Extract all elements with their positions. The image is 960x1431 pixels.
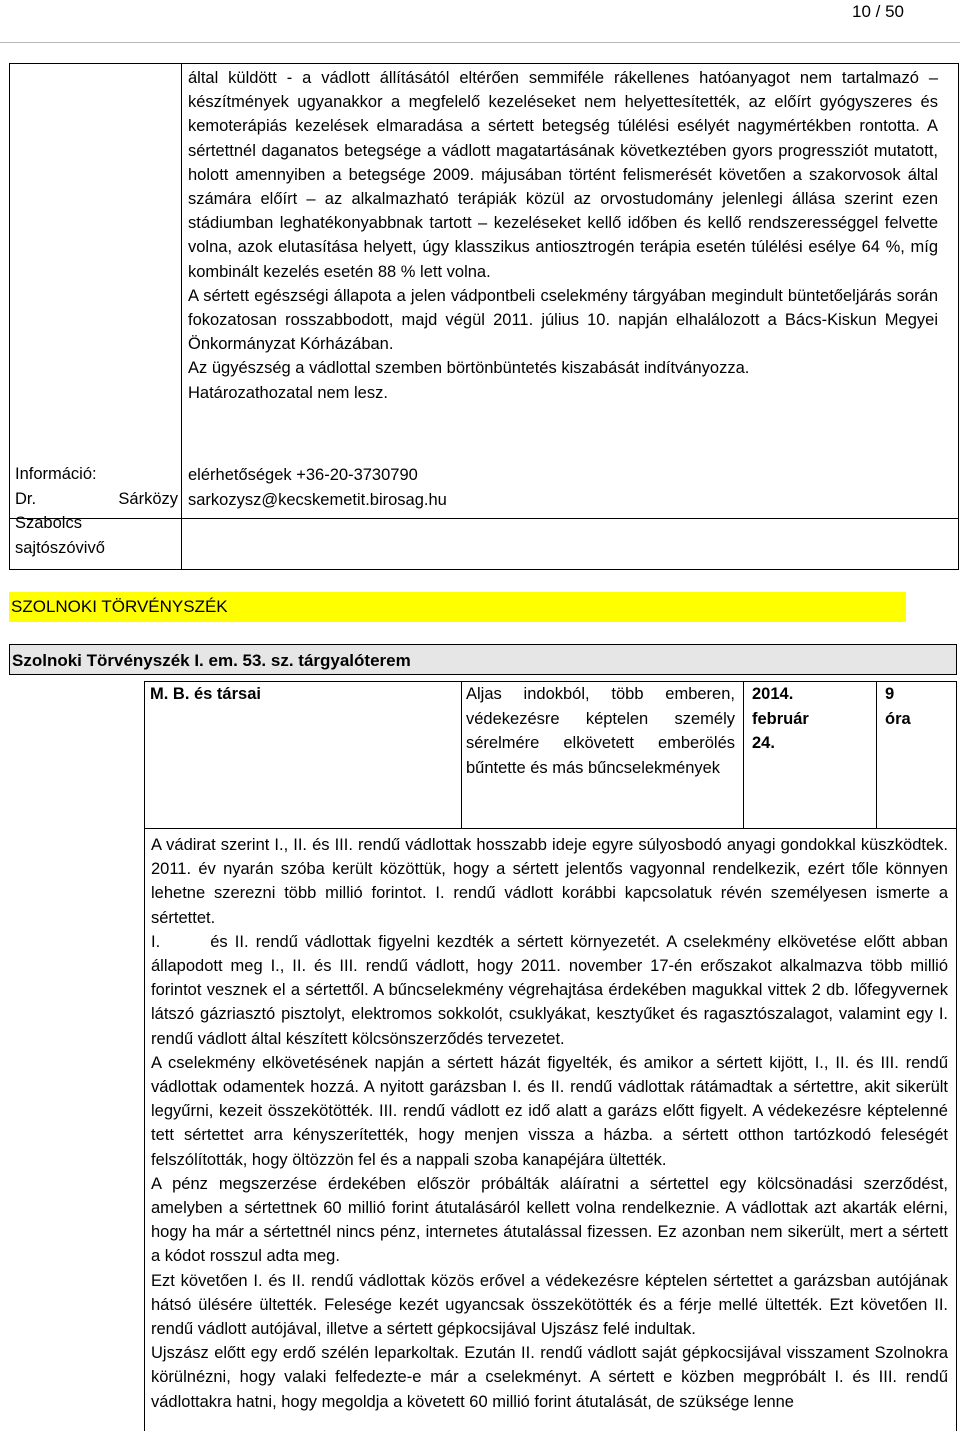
description-paragraph: A cselekmény elkövetésének napján a sértett házát figyelték, és amikor a sértett kijött, I., II. és III. rendű vádlottak odamentek hozzá. A nyitott garázsban I. és II. rendű vádlottak rátámadtak a sértettre, akit sikerült legyűrni, kezeit összekötötték. III. rendű vádlott ez idő alatt a garázs előtt figyelt. A védekezésre képtelenné tett sértettet arra kényszerítették, hogy menjen vissza a házba. a sértett otthon tartózkodó feleségét felszólították, hogy öltözzön fel és a nappali szoba kanapéjára ültették. xyxy=(151,1053,948,1169)
summary-paragraph: Az ügyészség a vádlottal szemben börtönbüntetés kiszabását indítványozza. xyxy=(188,359,750,378)
officer-title: Dr. xyxy=(15,489,37,508)
case-date xyxy=(752,682,847,756)
case-column-divider xyxy=(876,682,877,828)
page-number: 10 / 50 xyxy=(852,2,904,21)
case-column-divider xyxy=(743,682,744,828)
header-divider xyxy=(0,42,960,43)
court-banner xyxy=(9,592,906,622)
officer-name-line xyxy=(15,487,178,512)
officer-surname: Sárközy xyxy=(118,489,178,508)
officer-given-name: Szabolcs xyxy=(15,514,82,532)
description-paragraph: I. és II. rendű vádlottak figyelni kezdték a sértett környezetét. A cselekmény elkövetése előtt abban állapodott meg I., II. és III. rendű vádlott, hogy 2011. november 17-én erőszakot alkalmazva több millió forintot vesznek el a sértettől. A bűncselekmény végrehajtása érdekében magukkal vittek 2 db. lőfegyvernek látszó gázriasztó pisztolyt, elektromos sokkolót, csuklyákat, kesztyűket és ragasztószalagot, valamint egy I. rendű vádlott által készített kölcsönszerződés tervezetet. xyxy=(151,932,953,1048)
table-column-divider xyxy=(181,64,182,569)
case-defendants: M. B. és társai xyxy=(150,685,261,703)
description-paragraph: A vádirat szerint I., II. és III. rendű vádlottak hosszabb ideje egyre súlyosbodó anyagi gondokkal küszködtek. 2011. év nyarán szóba került közöttük, hogy a sértett jelentős vagyonnal rendelkezik, ezért tőle könnyen lehetne szerezni több millió forintot. I. rendű vádlott korábbi kapcsolatuk révén személyesen ismerte a sértettet. xyxy=(151,836,948,927)
case-date-day: 24. xyxy=(752,734,775,752)
contact-email[interactable]: sarkozysz@kecskemetit.birosag.hu xyxy=(188,490,447,509)
press-officer-label xyxy=(15,462,178,560)
summary-paragraph: által küldött - a vádlott állításától eltérően semmiféle rákellenes hatóanyagot nem tartalmazó – készítmények ugyanakkor a megfelelő kezeléseket nem helyettesítették, az előírt gyógyszeres és kemoterápiás kezelések elmaradása a sértett betegség túlélési esélyét nagymértékben rontotta. A sértettnél daganatos betegsége a vádlott magatartásának következtében gyors progressziót mutatott, holott amennyiben a betegsége 2009. májusában történt felismerését követően a szakorvosok által számára előírt – az alkalmazható terápiák közül az orvostudomány jelenlegi állása szerint ezen stádiumban leghatékonyabbnak tartott – kezeléseket kellő időben és kellő rendszerességgel felvette volna, azok elutasítása helyett, úgy klasszikus antiosztrogén terápia esetén túlélési esélye 64 %, míg kombinált kezelés esetén 88 % lett volna. xyxy=(188,69,938,281)
case-time-hour: 9 xyxy=(885,685,895,703)
case-time-unit: óra xyxy=(885,709,911,728)
case-row xyxy=(144,681,957,829)
info-label-heading: Információ: xyxy=(15,465,97,483)
venue-name: Szolnoki Törvényszék I. em. 53. sz. tárgyalóterem xyxy=(12,651,411,670)
venue-header xyxy=(9,644,957,675)
case-description xyxy=(151,833,953,1414)
court-name: SZOLNOKI TÖRVÉNYSZÉK xyxy=(11,597,228,616)
press-info-table xyxy=(9,63,959,570)
officer-role: sajtószóvivő xyxy=(15,538,105,557)
case-time xyxy=(885,682,945,731)
description-paragraph: A pénz megszerzése érdekében először próbálták aláíratni a sértettel egy kölcsönadási szerződést, amelyben a sértettnek 60 millió forint átutalásáról kellett volna rendelkeznie. A vádlottak azt akarták elérni, hogy ha már a sértettnél nincs pénz, internetes átutalással fizessen. Ez azonban nem sikerült, mert a sértett a kódot rosszul adta meg. xyxy=(151,1174,948,1266)
contact-phone: elérhetőségek +36-20-3730790 xyxy=(188,466,418,484)
contact-info xyxy=(188,463,447,512)
case-date-month: február xyxy=(752,709,809,728)
case-charge: Aljas indokból, több emberen, védekezésre képtelen személy sérelmére elkövetett emberölés bűntette és más bűncselekmények xyxy=(466,685,735,777)
case-date-year: 2014. xyxy=(752,685,794,703)
case-description-box xyxy=(144,828,957,1431)
description-paragraph: Ezt követően I. és II. rendű vádlottak közös erővel a védekezésre képtelen sértettet a garázsban autójának hátsó ülésére ültették. Felesége kezét ugyancsak összekötötték és a férje mellé ültették. Ezt követően II. rendű vádlott autójával, illetve a sértett gépkocsijával Ujszász felé indultak. xyxy=(151,1271,948,1339)
summary-paragraph: Határozathozatal nem lesz. xyxy=(188,383,388,402)
case-summary-text xyxy=(188,66,938,405)
description-paragraph: Ujszász előtt egy erdő szélén leparkoltak. Ezután II. rendű vádlott saját gépkocsijával visszament Szolnokra körülnézni, hogy valaki felfedezte-e már a cselekményt. A sértett e közben megpróbált I. és III. rendű vádlottakra hatni, hogy megoldja a követett 60 millió forint átutalását, de szüksége lenne xyxy=(151,1344,948,1411)
summary-paragraph: A sértett egészségi állapota a jelen vádpontbeli cselekmény tárgyában megindult büntetőeljárás során fokozatosan rosszabbodott, majd végül 2011. július 10. napján elhalálozott a Bács-Kiskun Megyei Önkormányzat Kórházában. xyxy=(188,286,938,354)
